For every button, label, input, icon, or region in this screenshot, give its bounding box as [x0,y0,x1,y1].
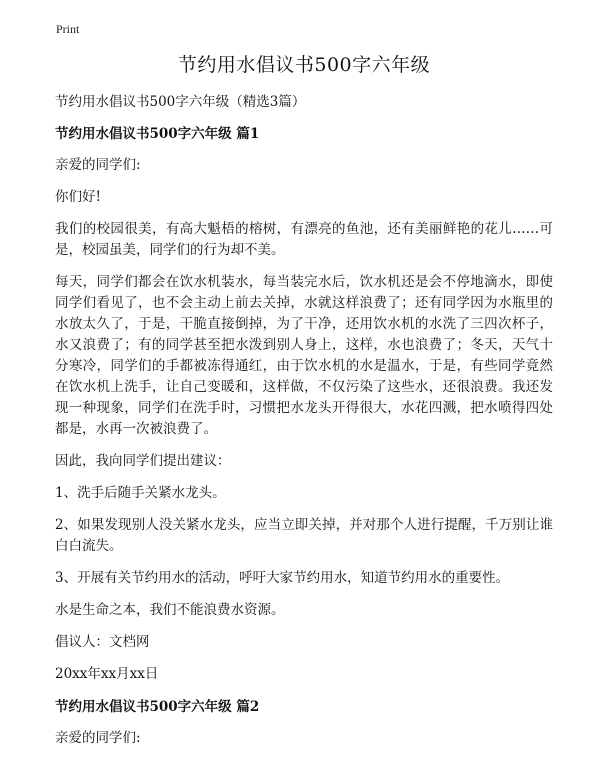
document-subtitle: 节约用水倡议书500字六年级（精选3篇） [55,94,306,110]
signer: 倡议人：文档网 [55,634,150,650]
suggestion-3: 3、开展有关节约用水的活动，呼吁大家节约用水，知道节约用水的重要性。 [55,570,510,586]
paragraph-3: 因此，我向同学们提出建议： [55,453,231,469]
greeting-2: 亲爱的同学们: [55,730,141,746]
document-page [55,50,553,749]
greeting: 亲爱的同学们: [55,157,141,173]
suggestion-2: 2、如果发现别人没关紧水龙头，应当立即关掉，并对那个人进行提醒，千万别让谁白白流失。 [55,517,553,554]
hello: 你们好! [55,189,101,205]
print-label[interactable]: Print [56,22,80,36]
section-2-heading: 节约用水倡议书500字六年级 篇2 [55,699,260,715]
document-title: 节约用水倡议书500字六年级 [177,54,431,76]
paragraph-2: 每天，同学们都会在饮水机装水，每当装完水后，饮水机还是会不停地滴水，即使同学们看见了，也不会主动上前去关掉，水就这样浪费了；还有同学因为水瓶里的水放太久了，于是，干脆直接倒掉，为了干净，还用饮水机的水洗了三四次杯子，水又浪费了；有的同学甚至把水泼到别人身上，这样，水也浪费了；冬天，天气十分寒冷，同学们的手都被冻得通红，由于饮水机的水是温水，于是，有些同学竟然在饮水机上洗手，让自己变暖和，这样做，不仅污染了这些水，还很浪费。我还发现一种现象，同学们在洗手时，习惯把水龙头开得很大，水花四溅，把水喷得四处都是，水再一次被浪费了。 [55,274,553,437]
section-1-heading: 节约用水倡议书500字六年级 篇1 [55,126,260,142]
paragraph-4: 水是生命之本，我们不能浪费水资源。 [55,602,285,618]
date: 20xx年xx月xx日 [55,666,159,682]
suggestion-1: 1、洗手后随手关紧水龙头。 [55,485,226,501]
paragraph-1: 我们的校园很美，有高大魁梧的榕树，有漂亮的鱼池，还有美丽鲜艳的花儿……可是，校园虽美，同学们的行为却不美。 [55,221,553,258]
